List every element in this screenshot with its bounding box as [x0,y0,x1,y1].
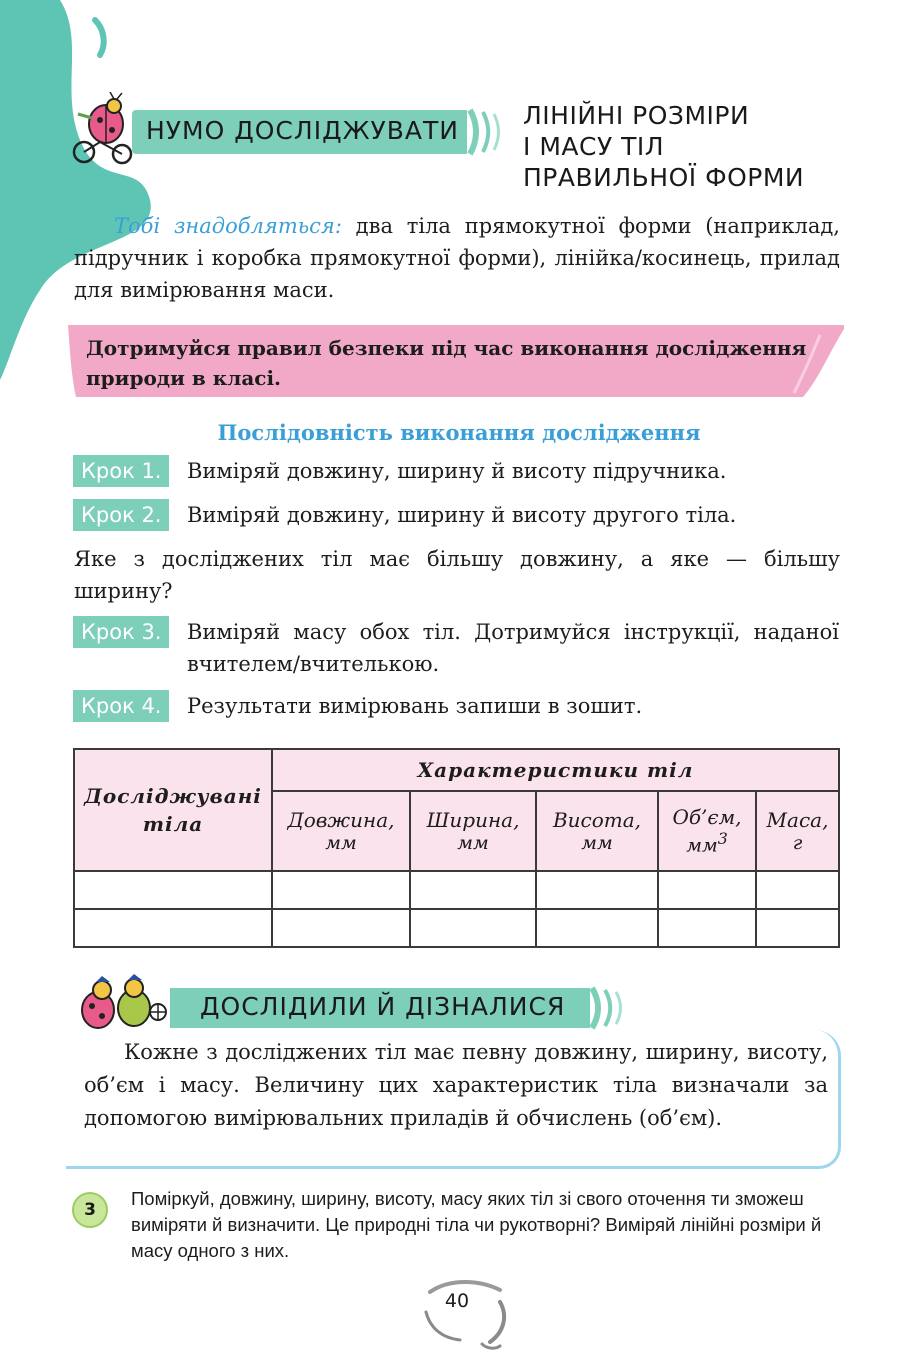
section-title: НУМО ДОСЛІДЖУВАТИ [146,116,459,145]
column-header-width [410,791,536,871]
row-header-cell: Досліджувані тіла [74,749,272,871]
column-name: Ширина, [426,808,520,832]
task-text: Поміркуй, довжину, ширину, висоту, масу яких тіл зі свого оточення ти зможеш виміряти й визначити. Це природні тіла чи рукотворні? Виміряй лінійні розміри й масу одного з них. [131,1188,822,1261]
materials-paragraph [74,210,840,306]
table-cell [74,871,272,909]
step-3-badge: Крок 3. [73,616,169,648]
step-2-badge: Крок 2. [73,499,169,531]
step-3-text: Виміряй масу обох тіл. Дотримуйся інструкції, наданої вчителем/вчителькою. [187,620,839,676]
results-table [73,748,840,948]
topic-line: ЛІНІЙНІ РОЗМІРИ [523,101,750,130]
column-unit: г [792,832,803,854]
table-cell [536,871,658,909]
step-4-text: Результати вимірювань запиши в зошит. [187,694,643,718]
table-cell [536,909,658,947]
column-name: Висота, [552,808,642,832]
banner-stripes [466,108,506,156]
column-unit: мм [581,832,613,854]
materials-lead: Тобі знадобляться: [114,214,342,238]
banner-stripes [588,986,628,1030]
step-1-badge: Крок 1. [73,455,169,487]
task-number: 3 [72,1192,108,1228]
page-number-swirl [420,1272,520,1352]
beetle-bicycle-icon [70,92,134,166]
table-row [74,871,839,909]
table-cell [756,871,839,909]
column-header-height [536,791,658,871]
comparison-question: Яке з досліджених тіл має більшу довжину, а яке — більшу ширину? [74,547,840,603]
column-name: Маса, [766,808,829,832]
column-unit [659,829,755,856]
column-unit: мм [325,832,357,854]
page-number: 40 [444,1290,470,1312]
materials-text: два тіла прямокутної форми (наприклад, підручник і коробка прямокутної форми), лінійка/косинець, прилад для вимірювання маси. [74,214,840,302]
conclusion-text: Кожне з досліджених тіл має певну довжину, ширину, висоту, об’єм і масу. Величину цих характеристик тіла визначали за допомогою вимірювальних приладів й обчислень (об’єм). [84,1040,828,1130]
table-cell [410,909,536,947]
step-1-text: Виміряй довжину, ширину й висоту підручника. [187,459,727,483]
table-cell [272,871,410,909]
unit-text: мм [686,834,718,857]
beetles-icon [74,970,170,1034]
column-name: Об’єм, [672,805,742,830]
unit-superscript: 3 [717,829,728,849]
conclusion-title: ДОСЛІДИЛИ Й ДІЗНАЛИСЯ [200,992,566,1021]
table-cell [272,909,410,947]
step-2-text: Виміряй довжину, ширину й висоту другого тіла. [187,503,737,527]
step-4-badge: Крок 4. [73,690,169,722]
table-cell [74,909,272,947]
table-cell [658,909,756,947]
table-cell [410,871,536,909]
column-name: Довжина, [287,808,395,832]
column-unit: мм [457,832,489,854]
group-header-cell: Характеристики тіл [272,749,839,791]
safety-text: Дотримуйся правил безпеки під час виконання дослідження природи в класі. [86,336,807,390]
table-cell [658,871,756,909]
topic-line: І МАСУ ТІЛ [523,132,665,161]
topic-line: ПРАВИЛЬНОЇ ФОРМИ [523,163,805,192]
column-header-length [272,791,410,871]
column-header-volume [658,791,756,871]
table-cell [756,909,839,947]
column-header-mass [756,791,839,871]
topic-title [523,100,843,193]
table-row [74,909,839,947]
sequence-title: Послідовність виконання дослідження [217,420,701,445]
